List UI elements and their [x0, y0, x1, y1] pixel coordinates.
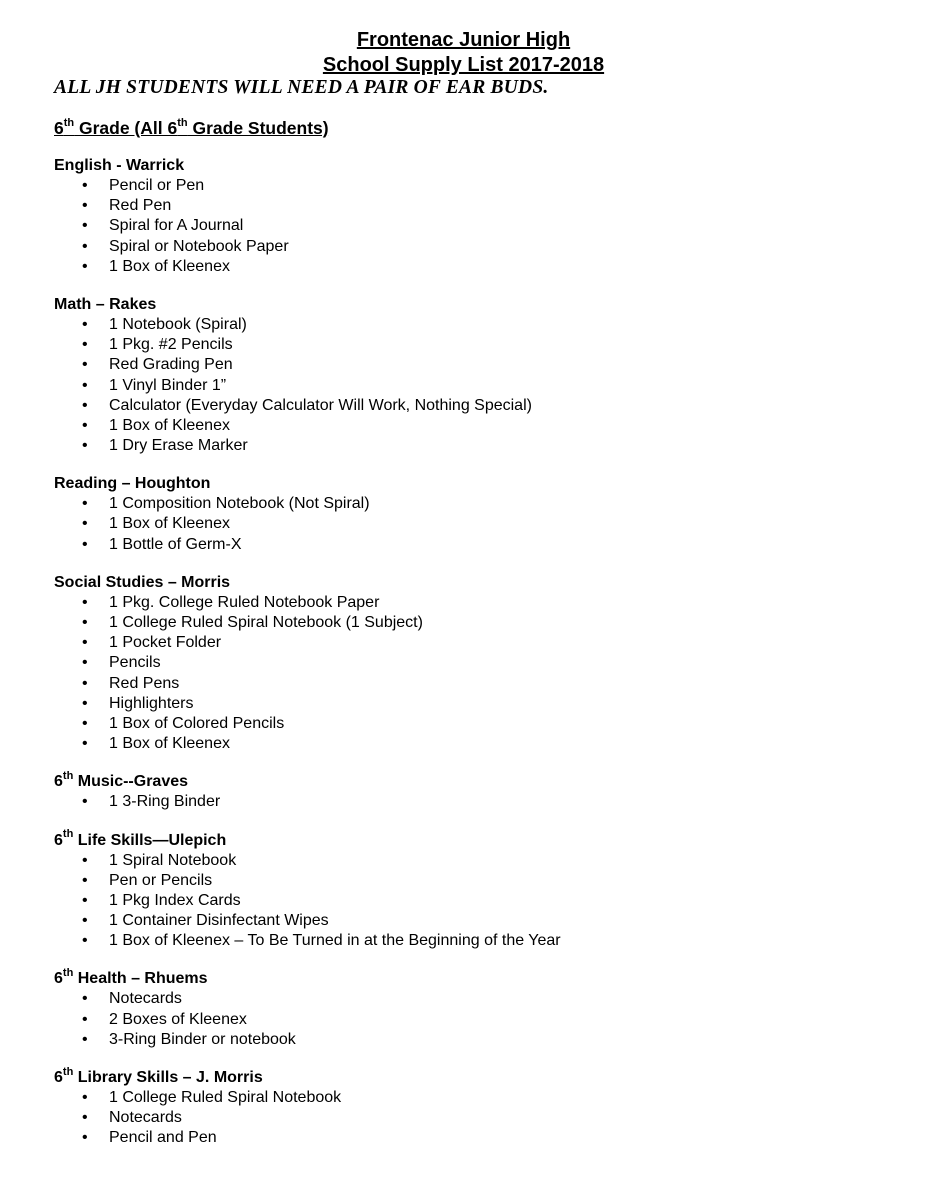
bullet-icon: • — [82, 396, 88, 414]
supply-items — [54, 851, 894, 952]
supply-items — [54, 176, 894, 277]
subject-heading-sup: th — [62, 828, 74, 841]
bullet-icon: • — [82, 674, 88, 692]
subject-heading-text: Life Skills—Ulepich — [73, 831, 227, 849]
supply-items — [54, 593, 894, 755]
supply-item-text: Pencils — [109, 654, 161, 672]
bullet-icon: • — [82, 932, 88, 950]
subject-heading — [54, 573, 894, 593]
supply-item-text: 1 Box of Kleenex — [109, 515, 230, 533]
supply-item — [54, 514, 894, 534]
supply-item-text: Highlighters — [109, 694, 194, 712]
subject-sections — [54, 156, 894, 1167]
supply-item — [54, 871, 894, 891]
subject-heading — [54, 828, 894, 851]
supply-item-text: 1 Pkg. College Ruled Notebook Paper — [109, 593, 380, 611]
subject-heading-text: Library Skills – J. Morris — [73, 1069, 263, 1086]
subject-heading-text: Math – Rakes — [54, 295, 157, 313]
grade-heading — [54, 116, 329, 140]
supply-item — [54, 396, 894, 416]
supply-item — [54, 176, 894, 196]
bullet-icon: • — [82, 1089, 88, 1106]
bullet-icon: • — [82, 336, 88, 354]
bullet-icon: • — [82, 851, 88, 869]
supply-item — [54, 674, 894, 694]
supply-item — [54, 257, 894, 277]
supply-item — [54, 355, 894, 375]
subject-section — [54, 769, 894, 812]
supply-item — [54, 734, 894, 754]
subject-heading-text: Music--Graves — [73, 773, 189, 791]
supply-item — [54, 315, 894, 335]
grade-heading-suffix: Grade Students) — [187, 118, 329, 138]
bullet-icon: • — [82, 416, 88, 434]
supply-item — [54, 196, 894, 216]
supply-items — [54, 1088, 894, 1149]
subject-heading-sup: th — [62, 769, 74, 782]
supply-item — [54, 535, 894, 555]
supply-item-text: Notecards — [109, 1109, 182, 1127]
school-name: Frontenac Junior High — [356, 29, 571, 51]
supply-item — [54, 216, 894, 236]
supply-item — [54, 989, 894, 1009]
supply-item-text: 1 Pkg Index Cards — [109, 891, 241, 909]
bullet-icon: • — [82, 257, 88, 275]
subject-heading-sup: th — [62, 1065, 74, 1078]
list-title: School Supply List 2017-2018 — [322, 54, 605, 76]
supply-item — [54, 335, 894, 355]
bullet-icon: • — [82, 535, 88, 553]
bullet-icon: • — [82, 714, 88, 732]
supply-item-text: 1 Bottle of Germ-X — [109, 535, 242, 553]
supply-item-text: 1 College Ruled Spiral Notebook — [109, 1089, 342, 1106]
subject-section — [54, 1065, 894, 1149]
grade-heading-sup-2: th — [177, 117, 188, 130]
supply-item — [54, 931, 894, 951]
subject-heading — [54, 969, 894, 989]
bullet-icon: • — [82, 614, 88, 631]
bullet-icon: • — [82, 912, 88, 930]
supply-item — [54, 633, 894, 653]
subject-heading-text: English - Warrick — [54, 157, 185, 174]
bullet-icon: • — [82, 1129, 88, 1147]
supply-item-text: 1 Box of Colored Pencils — [109, 714, 285, 732]
bullet-icon: • — [82, 356, 88, 374]
subject-heading-text: Reading – Houghton — [54, 475, 211, 493]
supply-item-text: 1 Notebook (Spiral) — [109, 315, 247, 333]
subject-heading-grade: 6 — [54, 970, 63, 988]
bullet-icon: • — [82, 1030, 88, 1048]
supply-item — [54, 694, 894, 714]
subject-heading — [54, 295, 894, 315]
supply-item — [54, 613, 894, 633]
supply-item-text: 1 Composition Notebook (Not Spiral) — [109, 495, 370, 513]
supply-items — [54, 494, 894, 555]
supply-item-text: 1 College Ruled Spiral Notebook (1 Subject) — [109, 614, 423, 631]
supply-item — [54, 416, 894, 436]
supply-item — [54, 1108, 894, 1128]
supply-item-text: 1 Box of Kleenex — [109, 416, 230, 434]
supply-item-text: 1 Pocket Folder — [109, 634, 222, 652]
supply-item-text: 1 Spiral Notebook — [109, 851, 237, 869]
grade-heading-prefix: 6 — [54, 118, 64, 138]
subject-heading-sup: th — [62, 967, 74, 980]
subject-section — [54, 295, 894, 456]
supply-item-text: Pencil and Pen — [109, 1129, 217, 1147]
supply-item-text: 1 Box of Kleenex — [109, 735, 230, 753]
subject-section — [54, 474, 894, 555]
supply-item-text: Red Pens — [109, 674, 180, 692]
bullet-icon: • — [82, 177, 88, 194]
subject-heading-text: Health – Rhuems — [73, 970, 208, 988]
bullet-icon: • — [82, 437, 88, 455]
supply-item-text: 1 Box of Kleenex — [109, 257, 230, 275]
supply-item — [54, 1088, 894, 1108]
bullet-icon: • — [82, 694, 88, 712]
bullet-icon: • — [82, 593, 88, 611]
subject-heading-grade: 6 — [54, 773, 63, 791]
supply-item — [54, 1128, 894, 1148]
bullet-icon: • — [82, 654, 88, 672]
supply-item-text: 1 Pkg. #2 Pencils — [109, 336, 233, 354]
supply-item — [54, 376, 894, 396]
supply-item — [54, 911, 894, 931]
supply-item — [54, 891, 894, 911]
subject-heading — [54, 1065, 894, 1088]
supply-item — [54, 792, 894, 812]
bullet-icon: • — [82, 634, 88, 652]
supply-item — [54, 494, 894, 514]
bullet-icon: • — [82, 217, 88, 235]
subject-heading — [54, 769, 894, 792]
supply-item — [54, 1010, 894, 1030]
bullet-icon: • — [82, 735, 88, 753]
bullet-icon: • — [82, 990, 88, 1008]
supply-item-text: Red Pen — [109, 197, 172, 215]
bullet-icon: • — [82, 793, 88, 811]
supply-items — [54, 315, 894, 456]
grade-heading-sup-1: th — [63, 117, 75, 130]
supply-item-text: Notecards — [109, 990, 182, 1008]
bullet-icon: • — [82, 237, 88, 255]
supply-item-text: 1 Dry Erase Marker — [109, 437, 248, 455]
bullet-icon: • — [82, 315, 88, 333]
supply-items — [54, 792, 894, 812]
supply-item — [54, 653, 894, 673]
supply-item-text: Pen or Pencils — [109, 871, 213, 889]
supply-item-text: 1 3-Ring Binder — [109, 793, 221, 811]
supply-item-text: Red Grading Pen — [109, 356, 233, 374]
subject-heading — [54, 156, 894, 176]
subject-section — [54, 573, 894, 755]
bullet-icon: • — [82, 1109, 88, 1127]
subject-heading-grade: 6 — [54, 831, 63, 849]
bullet-icon: • — [82, 197, 88, 215]
grade-heading-middle: Grade (All 6 — [74, 118, 178, 138]
bullet-icon: • — [82, 495, 88, 513]
bullet-icon: • — [82, 891, 88, 909]
ear-buds-notice: ALL JH STUDENTS WILL NEED A PAIR OF EAR BUDS. — [54, 77, 549, 98]
supply-item-text: 1 Container Disinfectant Wipes — [109, 912, 329, 930]
subject-section — [54, 156, 894, 277]
bullet-icon: • — [82, 376, 88, 394]
supply-item-text: Calculator (Everyday Calculator Will Work, Nothing Special) — [109, 396, 532, 414]
supply-item — [54, 714, 894, 734]
subject-heading-grade: 6 — [54, 1069, 63, 1086]
supply-item — [54, 851, 894, 871]
bullet-icon: • — [82, 515, 88, 533]
supply-item-text: Spiral or Notebook Paper — [109, 237, 289, 255]
subject-section — [54, 969, 894, 1050]
supply-item — [54, 237, 894, 257]
supply-item — [54, 593, 894, 613]
bullet-icon: • — [82, 871, 88, 889]
supply-item — [54, 436, 894, 456]
supply-item-text: Spiral for A Journal — [109, 217, 244, 235]
subject-section — [54, 828, 894, 952]
bullet-icon: • — [82, 1010, 88, 1028]
supply-item-text: 3-Ring Binder or notebook — [109, 1030, 296, 1048]
supply-item-text: 2 Boxes of Kleenex — [109, 1010, 247, 1028]
subject-heading — [54, 474, 894, 494]
supply-item-text: Pencil or Pen — [109, 177, 205, 194]
supply-item-text: 1 Vinyl Binder 1” — [109, 376, 227, 394]
subject-heading-text: Social Studies – Morris — [54, 573, 231, 591]
supply-item-text: 1 Box of Kleenex – To Be Turned in at the Beginning of the Year — [109, 932, 561, 950]
supply-item — [54, 1030, 894, 1050]
supply-items — [54, 989, 894, 1050]
